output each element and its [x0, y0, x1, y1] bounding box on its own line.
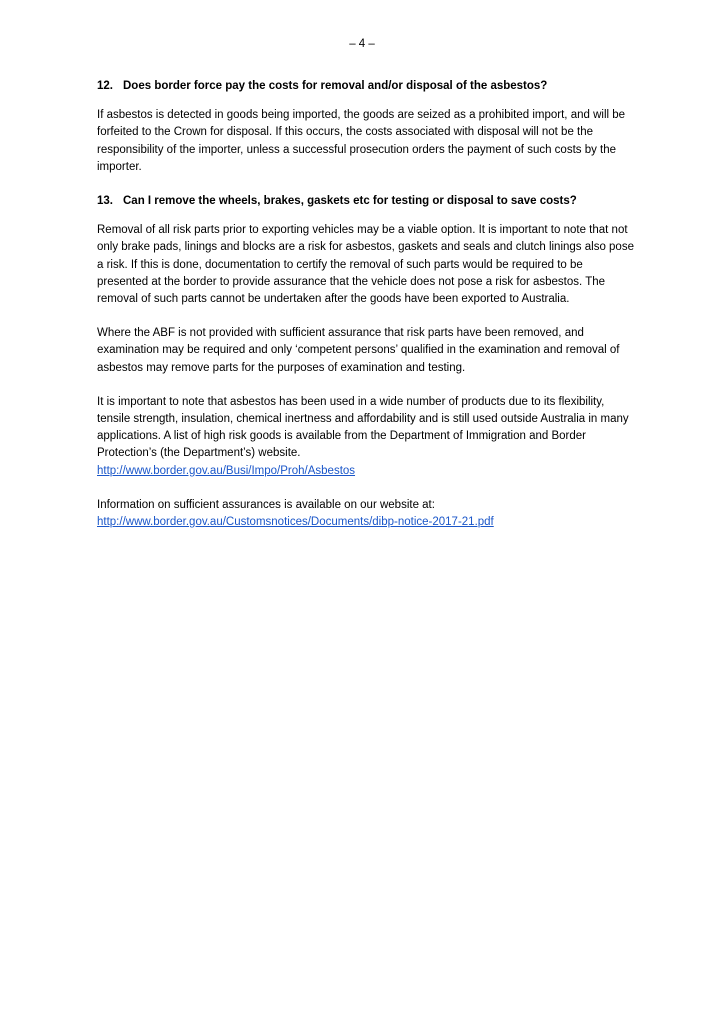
page-number: – 4 –	[349, 38, 375, 50]
question-13-answer-paragraph-3-block	[97, 394, 637, 480]
question-12-answer: If asbestos is detected in goods being imported, the goods are seized as a prohibited import, and will be forfeited to the Crown for disposal. If this occurs, the costs associated with disposal will not be the responsibility of the importer, unless a successful prosecution orders the payment of such costs by the importer.	[97, 109, 626, 173]
question-13-number: 13.	[97, 195, 113, 208]
question-12-text: Does border force pay the costs for removal and/or disposal of the asbestos?	[123, 80, 548, 92]
question-13-text: Can I remove the wheels, brakes, gaskets etc for testing or disposal to save costs?	[123, 195, 577, 208]
question-13-answer-paragraph-2: Where the ABF is not provided with sufficient assurance that risk parts have been removed, and examination may be required and only ‘competent persons’ qualified in the examination and removal of asbestos may remove parts for the purposes of examination and testing.	[97, 327, 620, 374]
page-content	[97, 78, 637, 548]
sufficient-assurances-text: Information on sufficient assurances is available on our website at:	[97, 498, 435, 511]
question-13-answer-paragraph-1: Removal of all risk parts prior to exporting vehicles may be a viable option. It is important to note that not only brake pads, linings and blocks are a risk for asbestos, gaskets and seals and clutch linings also pose a risk. If this is done, documentation to certify the removal of such parts would be required to be presented at the border to provide assurance that the vehicle does not pose a risk for asbestos. The removal of such parts cannot be undertaken after the goods have been exported to Australia.	[97, 224, 634, 306]
question-13-heading	[97, 193, 637, 210]
sufficient-assurances-block	[97, 497, 637, 531]
question-12-number: 12.	[97, 80, 113, 92]
asbestos-info-link[interactable]: http://www.border.gov.au/Busi/Impo/Proh/Asbestos	[97, 464, 356, 477]
question-12-heading	[97, 78, 637, 95]
question-13-answer-paragraph-3: It is important to note that asbestos has been used in a wide number of products due to its flexibility, tensile strength, insulation, chemical inertness and affordability and is still used outside Australia in many applications. A list of high risk goods is available from the Department of Immigration and Border Protection’s (the Department’s) website.	[97, 395, 629, 460]
customs-notice-link[interactable]: http://www.border.gov.au/Customsnotices/Documents/dibp-notice-2017-21.pdf	[97, 516, 494, 529]
